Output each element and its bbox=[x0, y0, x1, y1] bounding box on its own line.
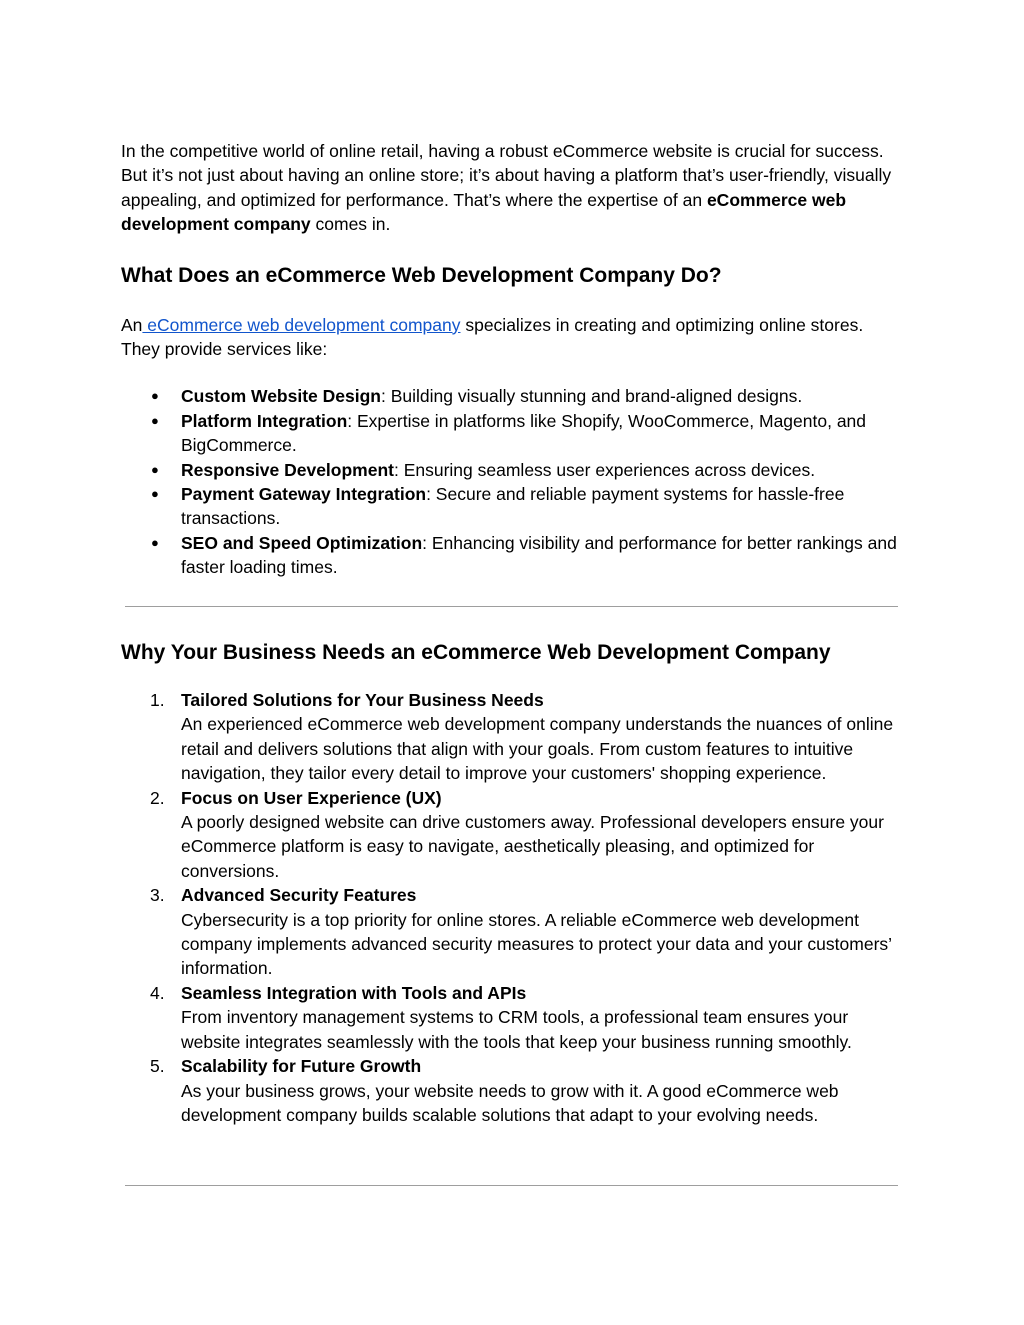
section-divider bbox=[125, 1185, 898, 1186]
list-item-title: Payment Gateway Integration bbox=[181, 484, 427, 505]
list-number: 3. bbox=[150, 885, 165, 906]
list-item-text: An experienced eCommerce web development company understands the nuances of online retail and delivers solutions that align with your goals. From custom features to intuitive navigation, they tailor every detail to improve your customers' shopping experience. bbox=[181, 714, 894, 784]
list-item bbox=[150, 883, 906, 981]
list-item bbox=[151, 531, 906, 580]
list-item-text: : Expertise in platforms like Shopify, WooCommerce, Magento, and BigCommerce. bbox=[181, 410, 867, 456]
list-number: 1. bbox=[150, 690, 165, 710]
services-list bbox=[121, 384, 906, 579]
intro-text-before: In the competitive world of online retail, having a robust eCommerce website is crucial for success. But it’s not just about having an online store; it’s about having a platform that’s user-friendly, visually appealing, and optimized for performance. That’s where the expertise of an bbox=[121, 141, 892, 210]
reasons-list bbox=[121, 688, 906, 1127]
list-item-title: Seamless Integration with Tools and APIs bbox=[181, 982, 527, 1003]
list-item bbox=[151, 409, 906, 458]
list-item bbox=[150, 688, 906, 786]
intro-text-after: comes in. bbox=[310, 214, 391, 235]
list-item-title: Platform Integration bbox=[181, 410, 348, 431]
section-heading-what: What Does an eCommerce Web Development Company Do? bbox=[121, 263, 722, 287]
list-item bbox=[151, 482, 906, 531]
services-intro-after: specializes in creating and optimizing online stores. They provide services like: bbox=[121, 314, 864, 360]
services-intro-paragraph bbox=[121, 313, 906, 362]
list-item bbox=[151, 458, 906, 482]
list-item-title: Focus on User Experience (UX) bbox=[181, 787, 442, 808]
bullet-icon: ● bbox=[151, 486, 159, 502]
list-item-text: : Building visually stunning and brand-aligned designs. bbox=[381, 386, 803, 407]
bullet-icon: ● bbox=[151, 412, 159, 428]
list-item bbox=[151, 384, 906, 408]
list-number: 4. bbox=[150, 982, 165, 1003]
list-item-title: Tailored Solutions for Your Business Needs bbox=[181, 690, 544, 710]
section-heading-why: Why Your Business Needs an eCommerce Web Development Company bbox=[121, 641, 831, 664]
list-item-text: : Enhancing visibility and performance for better rankings and faster loading times. bbox=[181, 532, 897, 578]
list-item bbox=[150, 981, 906, 1054]
list-number: 5. bbox=[150, 1056, 165, 1077]
list-item-text: A poorly designed website can drive customers away. Professional developers ensure your eCommerce platform is easy to navigate, aesthetically pleasing, and optimized for conversions. bbox=[181, 812, 884, 881]
list-item-text: : Ensuring seamless user experiences across devices. bbox=[393, 459, 816, 480]
list-item-text: Cybersecurity is a top priority for online stores. A reliable eCommerce web development company implements advanced security measures to protect your data and your customers’ information. bbox=[181, 909, 892, 979]
services-intro-before: An bbox=[121, 314, 143, 335]
list-number: 2. bbox=[150, 787, 165, 808]
list-item bbox=[150, 1054, 906, 1127]
list-item-title: Advanced Security Features bbox=[181, 885, 417, 906]
list-item-text: From inventory management systems to CRM tools, a professional team ensures your website integrates seamlessly with the tools that keep your business running smoothly. bbox=[181, 1007, 852, 1052]
ecommerce-company-link[interactable]: eCommerce web development company bbox=[142, 314, 461, 335]
list-item-title: Custom Website Design bbox=[181, 386, 381, 407]
list-item-title: Responsive Development bbox=[181, 459, 394, 480]
list-item-title: Scalability for Future Growth bbox=[181, 1056, 422, 1077]
intro-bold-phrase: eCommerce web development company bbox=[121, 189, 847, 235]
list-item-title: SEO and Speed Optimization bbox=[181, 532, 423, 553]
list-item bbox=[150, 786, 906, 884]
document-page bbox=[121, 139, 906, 1125]
bullet-icon: ● bbox=[151, 388, 159, 404]
intro-paragraph bbox=[121, 139, 906, 237]
list-item-text: : Secure and reliable payment systems for hassle-free transactions. bbox=[181, 484, 845, 529]
list-item-text: As your business grows, your website needs to grow with it. A good eCommerce web development company builds scalable solutions that adapt to your evolving needs. bbox=[181, 1080, 839, 1125]
bullet-icon: ● bbox=[151, 534, 159, 550]
bullet-icon: ● bbox=[151, 461, 159, 477]
section-divider bbox=[125, 606, 898, 607]
